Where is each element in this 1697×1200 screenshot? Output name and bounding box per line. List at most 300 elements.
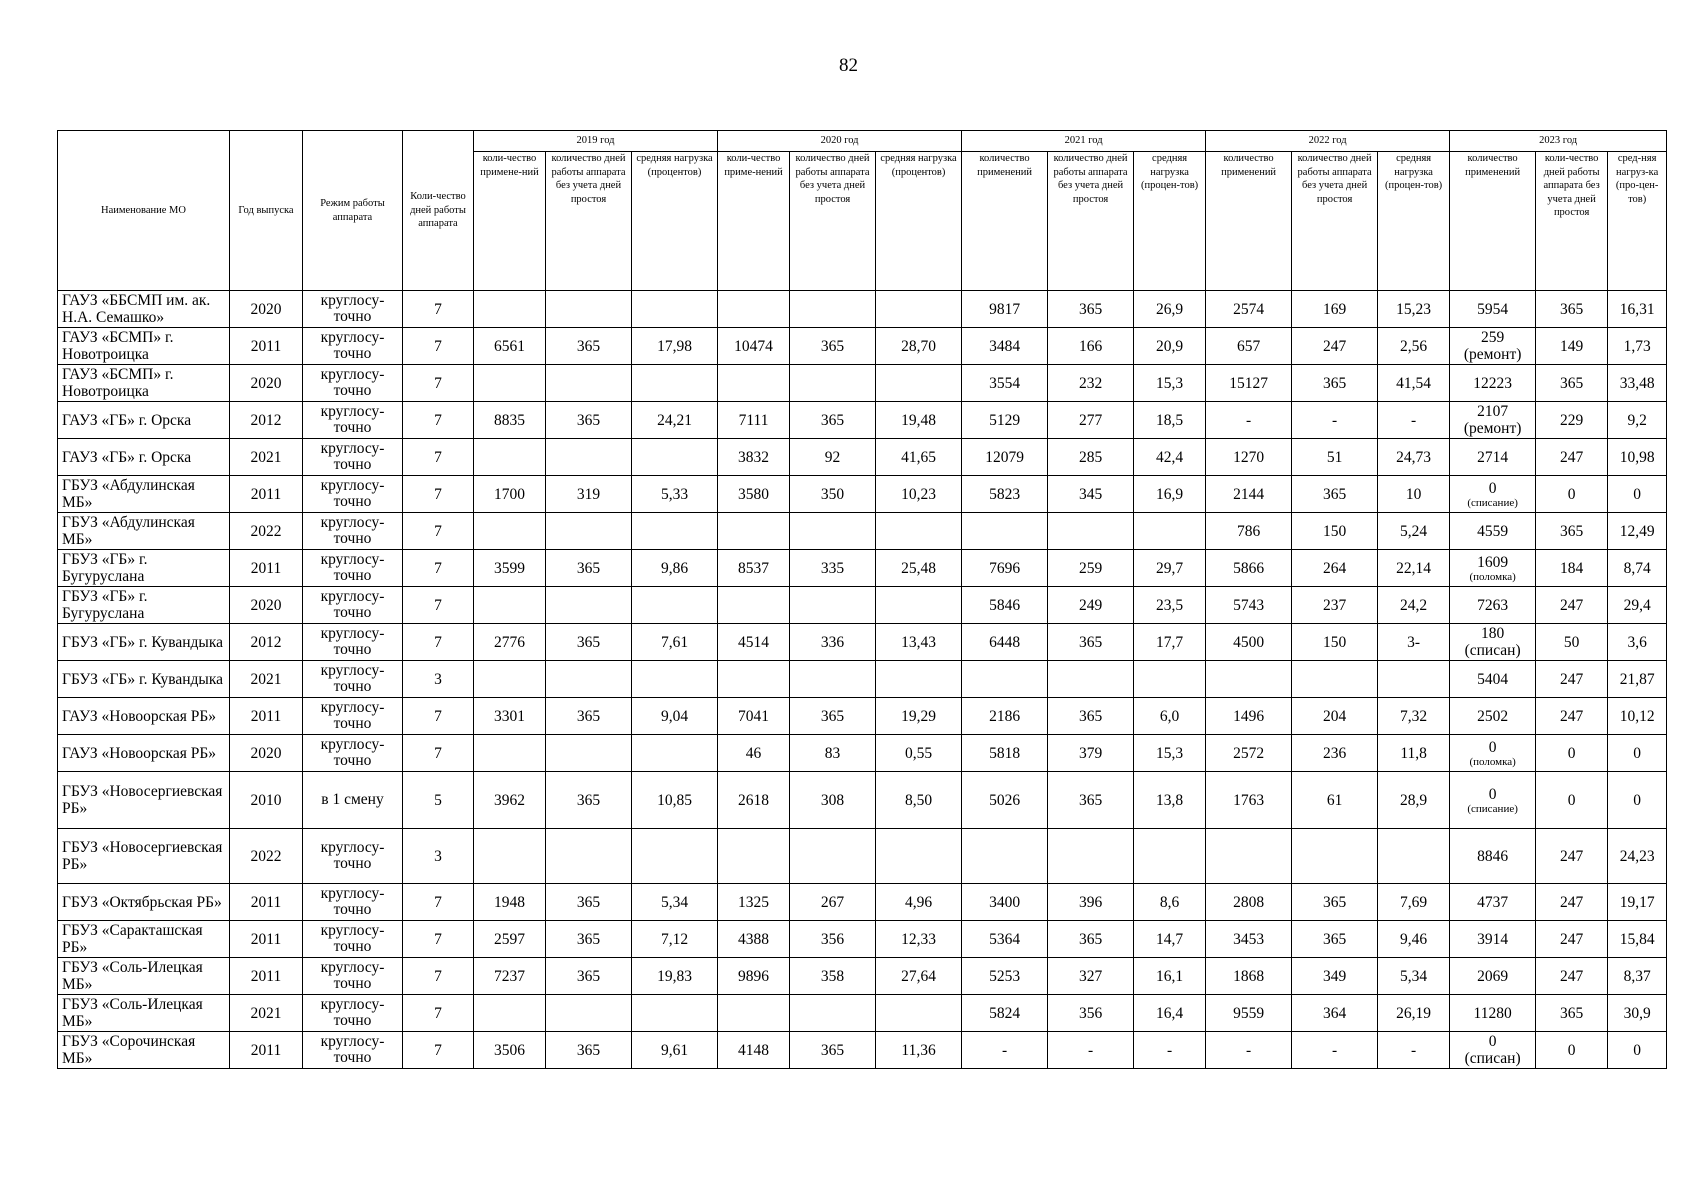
header-year-2023: 2023 год [1450,131,1667,152]
cell-work-mode: круглосу-точно [303,661,403,698]
cell-status-note: (ремонт) [1463,420,1522,437]
table-row [58,365,1667,402]
cell-y2022-count: 1270 [1206,439,1292,476]
cell-y2023-count [1450,328,1536,365]
cell-year-release: 2011 [230,884,303,921]
cell-y2020-count [718,995,790,1032]
cell-days-count: 7 [403,550,474,587]
cell-year-release: 2021 [230,995,303,1032]
cell-days-count: 7 [403,365,474,402]
cell-year-release: 2022 [230,513,303,550]
cell-y2020-load: 10,23 [876,476,962,513]
cell-days-count: 7 [403,624,474,661]
cell-y2019-load: 7,12 [632,921,718,958]
cell-y2020-load [876,829,962,884]
cell-name-mo: ГБУЗ «Абдулинская МБ» [58,513,230,550]
header-year-release: Год выпуска [230,131,303,291]
cell-y2022-load: 26,19 [1378,995,1450,1032]
cell-y2022-count: 2808 [1206,884,1292,921]
cell-days-count: 7 [403,587,474,624]
cell-y2019-count [474,587,546,624]
cell-y2021-count: 7696 [962,550,1048,587]
cell-y2022-days: 349 [1292,958,1378,995]
cell-y2022-days: 365 [1292,921,1378,958]
cell-value: 5404 [1477,670,1509,688]
cell-y2022-days: 365 [1292,476,1378,513]
cell-y2022-days: 61 [1292,772,1378,829]
cell-y2019-load [632,291,718,328]
table-header [58,131,1667,291]
cell-y2021-days: 379 [1048,735,1134,772]
cell-y2023-days: 365 [1536,995,1608,1032]
header-sub: количество применений [1206,152,1292,291]
cell-work-mode: круглосу-точно [303,829,403,884]
cell-y2023-count [1450,884,1536,921]
cell-y2019-load: 9,04 [632,698,718,735]
cell-y2020-load: 19,48 [876,402,962,439]
cell-year-release: 2021 [230,439,303,476]
cell-y2021-days: 327 [1048,958,1134,995]
header-year-2019: 2019 год [474,131,718,152]
cell-y2023-count [1450,958,1536,995]
cell-name-mo: ГАУЗ «ГБ» г. Орска [58,439,230,476]
cell-y2021-days: 365 [1048,624,1134,661]
cell-year-release: 2010 [230,772,303,829]
cell-y2022-count: 5743 [1206,587,1292,624]
cell-y2023-count [1450,661,1536,698]
cell-y2023-days: 0 [1536,1032,1608,1069]
cell-days-count: 5 [403,772,474,829]
cell-y2021-load [1134,661,1206,698]
cell-work-mode: круглосу-точно [303,402,403,439]
cell-days-count: 7 [403,735,474,772]
cell-y2023-days: 365 [1536,365,1608,402]
cell-y2023-count [1450,550,1536,587]
cell-days-count: 7 [403,884,474,921]
cell-y2023-load: 0 [1608,1032,1667,1069]
cell-y2020-days: 356 [790,921,876,958]
header-sub: сред-няя нагруз-ка (про-цен-тов) [1608,152,1667,291]
cell-name-mo: ГАУЗ «БСМП» г. Новотроицка [58,328,230,365]
cell-y2020-days: 308 [790,772,876,829]
cell-y2021-days: 396 [1048,884,1134,921]
table-row [58,587,1667,624]
cell-y2021-count: 5846 [962,587,1048,624]
cell-y2019-count: 3962 [474,772,546,829]
cell-y2023-days: 247 [1536,829,1608,884]
cell-y2022-count: 1868 [1206,958,1292,995]
cell-work-mode: круглосу-точно [303,439,403,476]
cell-status-note: (списан) [1464,642,1521,659]
cell-y2023-count [1450,439,1536,476]
cell-y2020-days: 267 [790,884,876,921]
cell-y2023-load: 33,48 [1608,365,1667,402]
header-sub: количество дней работы аппарата без учета дней простоя [546,152,632,291]
cell-y2020-days [790,513,876,550]
cell-y2022-count: 2574 [1206,291,1292,328]
cell-y2023-count [1450,921,1536,958]
cell-y2019-days [546,439,632,476]
cell-y2023-count [1450,587,1536,624]
cell-y2020-load: 8,50 [876,772,962,829]
cell-name-mo: ГАУЗ «Новоорская РБ» [58,698,230,735]
cell-value: 0 [1488,738,1497,756]
table-row [58,735,1667,772]
cell-value: 4737 [1477,893,1509,911]
cell-y2022-days: 264 [1292,550,1378,587]
cell-y2022-load: 41,54 [1378,365,1450,402]
cell-y2021-load [1134,829,1206,884]
cell-y2022-load [1378,661,1450,698]
cell-y2019-days [546,587,632,624]
cell-y2022-load: - [1378,1032,1450,1069]
cell-y2022-load: 22,14 [1378,550,1450,587]
cell-y2019-load [632,995,718,1032]
cell-y2023-days: 247 [1536,884,1608,921]
cell-name-mo: ГБУЗ «Абдулинская МБ» [58,476,230,513]
equipment-usage-table [57,130,1667,1069]
cell-y2022-load: 24,2 [1378,587,1450,624]
cell-y2020-load: 19,29 [876,698,962,735]
cell-y2023-load: 8,74 [1608,550,1667,587]
cell-y2023-count [1450,291,1536,328]
cell-y2020-load: 11,36 [876,1032,962,1069]
cell-y2023-days: 365 [1536,513,1608,550]
header-sub: коли-чество приме-нений [718,152,790,291]
cell-y2019-days: 365 [546,550,632,587]
cell-name-mo: ГБУЗ «ГБ» г. Кувандыка [58,661,230,698]
cell-value: 3914 [1477,930,1509,948]
header-year-2021: 2021 год [962,131,1206,152]
cell-y2022-count: 2144 [1206,476,1292,513]
table-row [58,698,1667,735]
header-year-2022: 2022 год [1206,131,1450,152]
cell-y2022-load: 10 [1378,476,1450,513]
cell-name-mo: ГАУЗ «Новоорская РБ» [58,735,230,772]
cell-y2020-load: 25,48 [876,550,962,587]
cell-y2023-load: 9,2 [1608,402,1667,439]
cell-y2020-days [790,587,876,624]
table-row [58,1032,1667,1069]
cell-days-count: 7 [403,513,474,550]
cell-y2021-count: 5026 [962,772,1048,829]
cell-y2023-load: 0 [1608,735,1667,772]
cell-y2019-load: 19,83 [632,958,718,995]
cell-value: 5954 [1477,300,1509,318]
cell-y2022-count: 5866 [1206,550,1292,587]
table-row [58,513,1667,550]
cell-y2019-days: 365 [546,921,632,958]
cell-y2020-days: 335 [790,550,876,587]
cell-y2023-count [1450,365,1536,402]
cell-y2023-load: 19,17 [1608,884,1667,921]
cell-y2022-load: 2,56 [1378,328,1450,365]
table-row [58,921,1667,958]
cell-work-mode: круглосу-точно [303,587,403,624]
cell-y2020-count: 9896 [718,958,790,995]
cell-name-mo: ГБУЗ «Соль-Илецкая МБ» [58,995,230,1032]
header-sub: коли-чество дней работы аппарата без учета дней простоя [1536,152,1608,291]
header-year-2020: 2020 год [718,131,962,152]
cell-value: 2714 [1477,448,1509,466]
cell-y2022-count: 657 [1206,328,1292,365]
cell-y2023-days: 365 [1536,291,1608,328]
cell-value: 0 [1488,785,1497,803]
cell-value: 2069 [1477,967,1509,985]
cell-value: 0 [1488,479,1497,497]
cell-y2023-count [1450,402,1536,439]
cell-value: 4559 [1477,522,1509,540]
cell-y2022-days: 150 [1292,624,1378,661]
cell-y2023-load: 21,87 [1608,661,1667,698]
cell-y2019-load: 7,61 [632,624,718,661]
cell-y2023-days: 0 [1536,476,1608,513]
cell-y2021-days: 365 [1048,772,1134,829]
cell-y2019-days: 365 [546,698,632,735]
header-sub: средняя нагрузка (процен-тов) [1134,152,1206,291]
cell-y2023-days: 149 [1536,328,1608,365]
cell-name-mo: ГБУЗ «ГБ» г. Бугуруслана [58,550,230,587]
cell-y2021-count [962,829,1048,884]
cell-y2019-days: 365 [546,328,632,365]
cell-days-count: 7 [403,402,474,439]
cell-days-count: 7 [403,328,474,365]
cell-y2020-count: 7041 [718,698,790,735]
cell-y2019-load: 24,21 [632,402,718,439]
cell-y2020-load: 0,55 [876,735,962,772]
cell-y2022-load [1378,829,1450,884]
cell-y2019-days: 365 [546,884,632,921]
cell-y2019-load [632,587,718,624]
cell-y2020-load: 12,33 [876,921,962,958]
cell-y2020-days [790,365,876,402]
cell-y2021-load: - [1134,1032,1206,1069]
cell-work-mode: круглосу-точно [303,476,403,513]
cell-work-mode: круглосу-точно [303,328,403,365]
cell-y2021-load: 14,7 [1134,921,1206,958]
cell-y2021-load: 16,4 [1134,995,1206,1032]
cell-y2019-days [546,661,632,698]
cell-y2020-days [790,291,876,328]
cell-y2020-count: 1325 [718,884,790,921]
cell-y2023-load: 10,12 [1608,698,1667,735]
cell-value: 1609 [1477,553,1509,571]
cell-y2023-count [1450,513,1536,550]
cell-y2021-days: 232 [1048,365,1134,402]
header-sub: средняя нагрузка (процентов) [876,152,962,291]
cell-year-release: 2020 [230,291,303,328]
cell-y2019-count [474,439,546,476]
cell-y2022-count: 9559 [1206,995,1292,1032]
table-row [58,661,1667,698]
cell-y2021-count: 2186 [962,698,1048,735]
cell-y2019-count: 1948 [474,884,546,921]
cell-y2021-count: 5253 [962,958,1048,995]
cell-y2019-count [474,365,546,402]
cell-y2022-load: 7,69 [1378,884,1450,921]
cell-y2022-days: 236 [1292,735,1378,772]
cell-year-release: 2020 [230,365,303,402]
cell-y2019-count [474,513,546,550]
cell-y2021-load: 23,5 [1134,587,1206,624]
cell-work-mode: круглосу-точно [303,624,403,661]
cell-y2021-days: 249 [1048,587,1134,624]
cell-y2023-days: 0 [1536,772,1608,829]
cell-name-mo: ГБУЗ «Сорочинская МБ» [58,1032,230,1069]
cell-y2019-load: 5,34 [632,884,718,921]
cell-status-note: (ремонт) [1463,346,1522,363]
cell-value: 11280 [1473,1004,1512,1022]
cell-name-mo: ГБУЗ «ГБ» г. Бугуруслана [58,587,230,624]
cell-status-note: (поломка) [1469,755,1516,768]
cell-y2021-days: 365 [1048,698,1134,735]
cell-work-mode: круглосу-точно [303,550,403,587]
cell-y2021-load: 15,3 [1134,735,1206,772]
cell-y2021-days: 259 [1048,550,1134,587]
cell-y2021-load: 29,7 [1134,550,1206,587]
cell-y2023-days: 247 [1536,698,1608,735]
cell-year-release: 2020 [230,735,303,772]
cell-y2021-days [1048,661,1134,698]
cell-value: 0 [1488,1033,1497,1050]
table-body [58,291,1667,1069]
cell-y2022-load: 28,9 [1378,772,1450,829]
cell-year-release: 2011 [230,921,303,958]
header-days-count: Коли-чество дней работы аппарата [403,131,474,291]
table-row [58,995,1667,1032]
cell-y2019-days [546,735,632,772]
cell-y2021-count: 6448 [962,624,1048,661]
cell-y2019-load [632,829,718,884]
cell-y2022-count: 15127 [1206,365,1292,402]
cell-y2021-load: 18,5 [1134,402,1206,439]
cell-y2019-count [474,995,546,1032]
cell-year-release: 2011 [230,550,303,587]
cell-y2020-load [876,995,962,1032]
cell-y2021-load: 16,1 [1134,958,1206,995]
header-sub: количество применений [1450,152,1536,291]
cell-y2019-load: 9,86 [632,550,718,587]
cell-y2019-count: 2597 [474,921,546,958]
cell-work-mode: в 1 смену [303,772,403,829]
cell-y2019-count: 7237 [474,958,546,995]
table-row [58,829,1667,884]
cell-year-release: 2011 [230,698,303,735]
cell-y2019-days: 365 [546,1032,632,1069]
cell-y2022-days: 365 [1292,884,1378,921]
cell-year-release: 2020 [230,587,303,624]
cell-y2021-load [1134,513,1206,550]
cell-value: 2502 [1477,707,1509,725]
cell-y2020-load: 28,70 [876,328,962,365]
cell-y2020-days: 365 [790,1032,876,1069]
cell-days-count: 7 [403,1032,474,1069]
cell-y2020-days: 336 [790,624,876,661]
cell-y2021-load: 16,9 [1134,476,1206,513]
cell-name-mo: ГБУЗ «Новосергиевская РБ» [58,772,230,829]
cell-work-mode: круглосу-точно [303,921,403,958]
cell-y2020-load [876,365,962,402]
cell-y2023-days: 50 [1536,624,1608,661]
cell-y2021-days: 356 [1048,995,1134,1032]
cell-y2020-days [790,829,876,884]
cell-y2023-days: 247 [1536,958,1608,995]
cell-work-mode: круглосу-точно [303,291,403,328]
cell-y2023-load: 24,23 [1608,829,1667,884]
cell-y2019-count [474,735,546,772]
cell-value: 7263 [1477,596,1509,614]
cell-y2021-count: 5129 [962,402,1048,439]
cell-work-mode: круглосу-точно [303,1032,403,1069]
cell-work-mode: круглосу-точно [303,513,403,550]
cell-y2019-load [632,439,718,476]
cell-y2021-load: 20,9 [1134,328,1206,365]
cell-name-mo: ГБУЗ «Соль-Илецкая МБ» [58,958,230,995]
cell-y2020-load: 4,96 [876,884,962,921]
cell-year-release: 2012 [230,624,303,661]
cell-y2023-days: 247 [1536,439,1608,476]
cell-y2019-days [546,995,632,1032]
cell-y2022-count: 786 [1206,513,1292,550]
cell-y2022-count: 2572 [1206,735,1292,772]
cell-value: 8846 [1477,847,1509,865]
cell-value: 12223 [1473,374,1512,392]
cell-days-count: 7 [403,958,474,995]
cell-y2022-count: - [1206,402,1292,439]
cell-y2019-count: 3301 [474,698,546,735]
cell-value: 180 [1481,625,1505,642]
cell-work-mode: круглосу-точно [303,884,403,921]
header-sub: средняя нагрузка (процентов) [632,152,718,291]
table-row [58,772,1667,829]
cell-y2019-load [632,661,718,698]
cell-y2021-load: 17,7 [1134,624,1206,661]
cell-y2021-count: 5824 [962,995,1048,1032]
cell-y2019-load [632,365,718,402]
table-row [58,550,1667,587]
cell-y2021-load: 13,8 [1134,772,1206,829]
cell-y2023-load: 16,31 [1608,291,1667,328]
cell-y2022-load: 11,8 [1378,735,1450,772]
cell-y2023-load: 10,98 [1608,439,1667,476]
cell-year-release: 2011 [230,476,303,513]
cell-y2021-load: 26,9 [1134,291,1206,328]
cell-days-count: 3 [403,829,474,884]
cell-y2020-load [876,291,962,328]
cell-y2022-count [1206,661,1292,698]
cell-y2022-days: 169 [1292,291,1378,328]
cell-y2019-count: 1700 [474,476,546,513]
header-sub: количество дней работы аппарата без учета дней простоя [1048,152,1134,291]
header-name-mo: Наименование МО [58,131,230,291]
cell-y2023-count [1450,995,1536,1032]
cell-y2023-load: 0 [1608,476,1667,513]
cell-days-count: 7 [403,291,474,328]
cell-y2021-count: 12079 [962,439,1048,476]
cell-y2022-count: - [1206,1032,1292,1069]
cell-y2022-load: 24,73 [1378,439,1450,476]
cell-y2023-days: 247 [1536,587,1608,624]
header-sub: количество дней работы аппарата без учета дней простоя [1292,152,1378,291]
cell-work-mode: круглосу-точно [303,698,403,735]
cell-y2020-load: 41,65 [876,439,962,476]
cell-y2020-count [718,587,790,624]
cell-y2020-load [876,587,962,624]
table-row [58,476,1667,513]
cell-y2021-count: 3400 [962,884,1048,921]
cell-y2019-days [546,291,632,328]
cell-y2019-load: 9,61 [632,1032,718,1069]
